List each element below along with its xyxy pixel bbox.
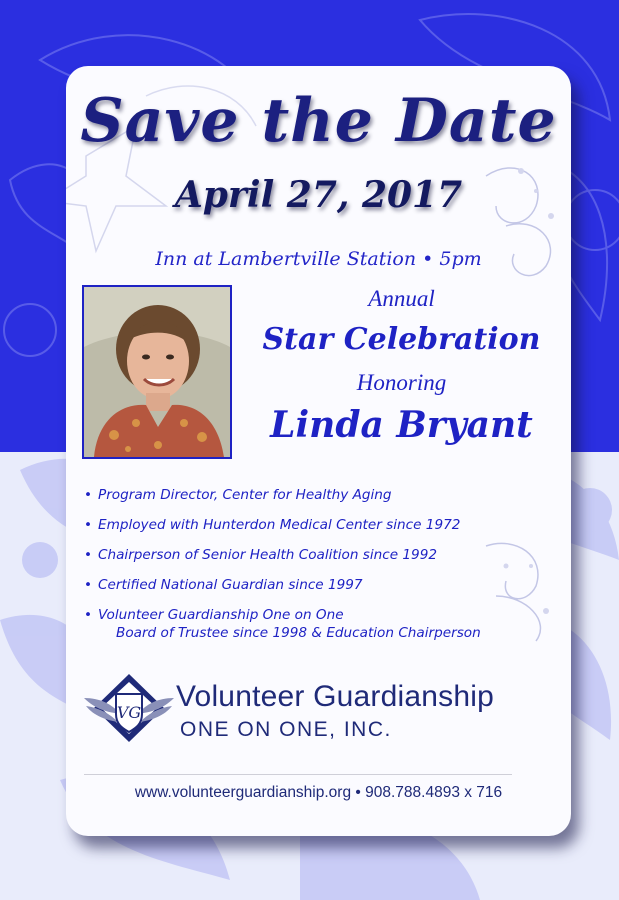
organization-name: Volunteer Guardianship [176, 680, 494, 713]
event-annual-label: Annual [368, 286, 435, 311]
logo-initials: VG [116, 703, 142, 722]
list-item: • Employed with Hunterdon Medical Center since 1972 [84, 517, 461, 533]
page-title: Save the Date [80, 86, 557, 156]
event-name: Star Celebration [262, 322, 541, 357]
list-item: • Chairperson of Senior Health Coalition since 1992 [84, 547, 437, 563]
event-date: April 27, 2017 [174, 174, 463, 216]
bullet-icon: • [84, 607, 93, 623]
event-venue: Inn at Lambertville Station • 5pm [155, 248, 482, 270]
contact-footer: www.volunteerguardianship.org • 908.788.4893 x 716 [134, 784, 503, 801]
bullet-icon: • [84, 487, 93, 503]
honoree-photo [82, 285, 232, 459]
list-item: • Volunteer Guardianship One on One Board of Trustee since 1998 & Education Chairperson [84, 607, 481, 641]
divider [84, 774, 512, 775]
portrait-photo-icon [84, 287, 230, 457]
honoring-label: Honoring [356, 370, 447, 395]
organization-subtitle: ONE ON ONE, INC. [180, 718, 392, 741]
list-item: • Certified National Guardian since 1997 [84, 577, 363, 593]
bullet-icon: • [84, 577, 93, 593]
honoree-name: Linda Bryant [270, 404, 533, 446]
invitation-card [66, 66, 571, 836]
bullet-icon: • [84, 547, 93, 563]
list-item: • Program Director, Center for Healthy Aging [84, 487, 392, 503]
winged-shield-logo-icon [82, 672, 176, 744]
bullet-icon: • [84, 517, 93, 533]
achievement-list [84, 486, 564, 654]
